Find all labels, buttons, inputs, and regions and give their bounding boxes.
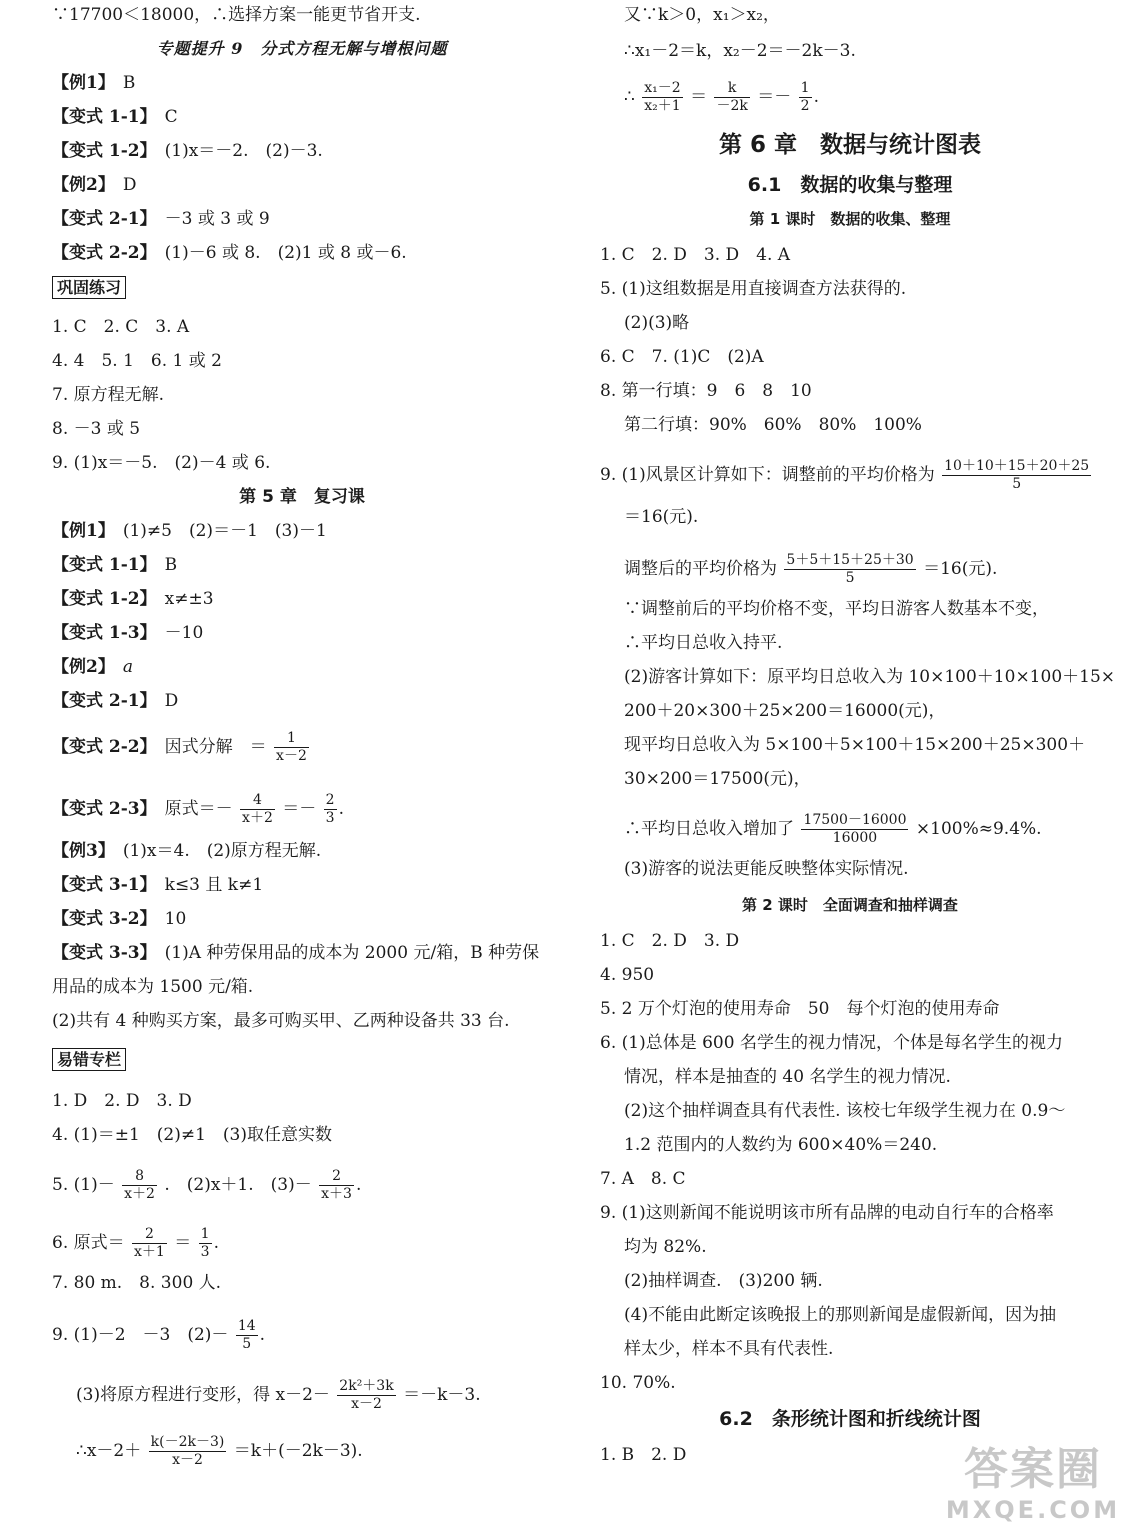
answer-line: 【变式 2-2】 (1)－6 或 8. (2)1 或 8 或－6. [52, 243, 407, 263]
answer-line: 【变式 1-1】 B [52, 555, 178, 575]
fraction: $\frac{4}{x+2}$ [242, 792, 273, 826]
chapter6-heading: 第 6 章 数据与统计图表 [718, 132, 982, 158]
answer-line: 【例3】 (1)x＝4. (2)原方程无解. [52, 841, 322, 861]
chapter5-review-heading: 第 5 章 复习课 [239, 487, 365, 507]
text-line: 现平均日总收入为 5×100＋5×100＋15×200＋25×300＋ [624, 735, 1086, 755]
watermark-logo: 答案圈 MXQE.COM [945, 1444, 1121, 1524]
text-line: 样太少，样本不具有代表性. [624, 1339, 834, 1359]
answer-line: 9. (1)x＝－5. (2)－4 或 6. [52, 453, 271, 473]
text-line: ∴平均日总收入增加了 $\frac{17500-16000}{16000}$ ×100%≈9.4%. [624, 812, 1042, 846]
text-line: ∴x₁－2＝k，x₂－2＝－2k－3. [624, 41, 856, 61]
answer-line: 4. 4 5. 1 6. 1 或 2 [52, 351, 222, 371]
topic-heading: 专题提升 9 分式方程无解与增根问题 [156, 39, 448, 58]
fraction: $\frac{\text{2k²＋3k}}{x-2}$ [339, 1378, 394, 1412]
answer-line: 5. (1)－ $\frac{8}{x+2}$ . (2)x＋1. (3)－ $\frac{2}{x+3}$ . [52, 1168, 362, 1202]
lesson1-heading: 第 1 课时 数据的收集、整理 [749, 210, 951, 228]
fraction: $\frac{8}{x+2}$ [124, 1168, 155, 1202]
fraction: $\frac{1}{3}$ [200, 1226, 210, 1260]
answer-line: 5. 2 万个灯泡的使用寿命 50 每个灯泡的使用寿命 [600, 999, 1000, 1019]
text-line: ∴平均日总收入持平. [624, 633, 783, 653]
answer-line: 7. A 8. C [600, 1169, 686, 1189]
answer-line: 1. D 2. D 3. D [52, 1091, 192, 1111]
answer-line: 9. (1)－2 －3 (2)－ $\frac{14}{5}$ . [52, 1318, 266, 1352]
section-6-1-heading: 6.1 数据的收集与整理 [747, 174, 953, 196]
fraction: $\frac{\text{x₁－2}}{\text{x₂＋1}}$ [644, 80, 681, 114]
text-line: (3)将原方程进行变形，得 x－2－ $\frac{\text{2k²＋3k}}{x-2}$ ＝－k－3. [76, 1378, 481, 1412]
fraction: $\frac{k}{-2k}$ [716, 80, 748, 114]
answer-line: 6. C 7. (1)C (2)A [600, 347, 764, 367]
answer-line: 8. 第一行填：9 6 8 10 [600, 381, 812, 401]
text-line: (2)共有 4 种购买方案，最多可购买甲、乙两种设备共 33 台. [52, 1011, 510, 1031]
mistake-label: 易错专栏 [52, 1048, 126, 1071]
answer-line: 【例1】 (1)≠5 (2)＝－1 (3)－1 [52, 521, 327, 541]
answer-line: 9. (1)风景区计算如下：调整前的平均价格为 $\frac{10+10+15+20+25}{5}$ [600, 458, 1090, 492]
answer-line: 4. 950 [600, 965, 655, 985]
answer-line: 【例2】 D [52, 175, 137, 195]
fraction: $\frac{k(-2k-3)}{x-2}$ [150, 1434, 225, 1468]
text-line: 30×200＝17500(元)， [624, 769, 811, 789]
answer-line: 【变式 2-2】 因式分解 ＝ $\frac{1}{x-2}$ [52, 730, 307, 764]
lesson2-heading: 第 2 课时 全面调查和抽样调查 [742, 896, 958, 914]
text-line: (2)(3)略 [624, 313, 690, 333]
answer-line: 1. C 2. D 3. D 4. A [600, 245, 791, 265]
answer-line: 【变式 1-3】 －10 [52, 623, 204, 643]
fraction: $\frac{2}{3}$ [325, 792, 335, 826]
answer-line: 【例1】 B [52, 73, 136, 93]
answer-line: 【变式 3-1】 k≤3 且 k≠1 [52, 875, 264, 895]
text-line: ＝16(元). [624, 507, 699, 527]
answer-line: 8. －3 或 5 [52, 419, 141, 439]
text-line: 1.2 范围内的人数约为 600×40%＝240. [624, 1135, 938, 1155]
fraction: $\frac{5+5+15+25+30}{5}$ [786, 552, 914, 586]
answer-line: 1. C 2. D 3. D [600, 931, 740, 951]
answer-line: 6. (1)总体是 600 名学生的视力情况，个体是每名学生的视力 [600, 1033, 1063, 1053]
text-line: 均为 82%. [624, 1237, 707, 1257]
answer-line: 【变式 2-1】 D [52, 691, 179, 711]
answer-line: 【变式 1-2】 x≠±3 [52, 589, 214, 609]
answer-line: 7. 80 m. 8. 300 人. [52, 1273, 222, 1293]
answer-line: 【变式 1-1】 C [52, 107, 178, 127]
answer-line: 【变式 3-2】 10 [52, 909, 187, 929]
text-line: 情况，样本是抽查的 40 名学生的视力情况. [624, 1067, 951, 1087]
text-line: (4)不能由此断定该晚报上的那则新闻是虚假新闻，因为抽 [624, 1305, 1057, 1325]
text-line: 又∵k＞0，x₁＞x₂， [624, 5, 780, 25]
answer-line: 5. (1)这组数据是用直接调查方法获得的. [600, 279, 907, 299]
text-line: 调整后的平均价格为 $\frac{5+5+15+25+30}{5}$ ＝16(元). [624, 552, 998, 586]
fraction: $\frac{1}{2}$ [800, 80, 810, 114]
fraction: $\frac{17500-16000}{16000}$ [803, 812, 907, 846]
text-line: 200＋20×300＋25×200＝16000(元)， [624, 701, 946, 721]
text-line: (2)抽样调查. (3)200 辆. [624, 1271, 823, 1291]
answer-line: 6. 原式＝ $\frac{2}{x+1}$ ＝ $\frac{1}{3}$ . [52, 1226, 219, 1260]
answer-line: 10. 70%. [600, 1373, 676, 1393]
answer-line: 【变式 2-3】 原式＝－ $\frac{4}{x+2}$ ＝－ $\frac{2}{3}$ . [52, 792, 344, 826]
text-line: (3)游客的说法更能反映整体实际情况. [624, 859, 909, 879]
text-line: 用品的成本为 1500 元/箱. [52, 977, 254, 997]
practice-label: 巩固练习 [52, 276, 126, 299]
answer-line: 1. C 2. C 3. A [52, 317, 190, 337]
answer-line: 【变式 3-3】 (1)A 种劳保用品的成本为 2000 元/箱，B 种劳保 [52, 943, 540, 963]
answer-line: 【变式 1-2】 (1)x＝－2. (2)－3. [52, 141, 323, 161]
text-line: (2)游客计算如下：原平均日总收入为 10×100＋10×100＋15× [624, 667, 1116, 687]
section-6-2-heading: 6.2 条形统计图和折线统计图 [719, 1408, 981, 1430]
answer-line: 【例2】 a [52, 657, 133, 677]
answer-line: 【变式 2-1】 －3 或 3 或 9 [52, 209, 270, 229]
text-line: ∴x－2＋ $\frac{k(-2k-3)}{x-2}$ ＝k＋(－2k－3). [76, 1434, 363, 1468]
fraction: $\frac{2}{x+1}$ [134, 1226, 165, 1260]
fraction: $\frac{10+10+15+20+25}{5}$ [944, 458, 1090, 492]
fraction: $\frac{1}{x-2}$ [276, 730, 307, 764]
text-line: ∵17700＜18000，∴选择方案一能更节省开支. [52, 5, 421, 25]
text-line: ∵调整前后的平均价格不变，平均日游客人数基本不变， [624, 599, 1049, 619]
text-line: 第二行填：90% 60% 80% 100% [624, 415, 922, 435]
text-line: ∴ $\frac{\text{x₁－2}}{\text{x₂＋1}}$ ＝ $\frac{k}{-2k}$ ＝－ $\frac{1}{2}$ . [624, 80, 819, 114]
text-line: (2)这个抽样调查具有代表性. 该校七年级学生视力在 0.9～ [624, 1101, 1066, 1121]
answer-line: 1. B 2. D [600, 1445, 687, 1465]
fraction: $\frac{2}{x+3}$ [321, 1168, 352, 1202]
answer-line: 4. (1)＝±1 (2)≠1 (3)取任意实数 [52, 1125, 332, 1145]
answer-line: 9. (1)这则新闻不能说明该市所有品牌的电动自行车的合格率 [600, 1203, 1054, 1223]
fraction: $\frac{14}{5}$ [237, 1318, 256, 1352]
answer-line: 7. 原方程无解. [52, 385, 165, 405]
